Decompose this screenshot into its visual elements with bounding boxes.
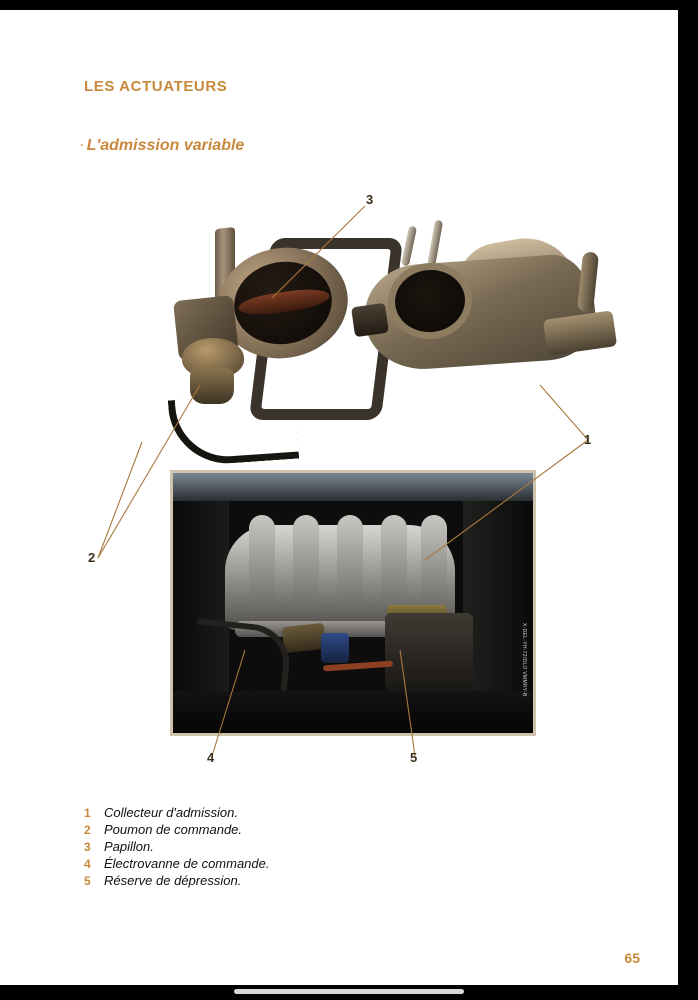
callout-2: 2 [88,550,96,565]
callout-5: 5 [410,750,418,765]
legend-label: Papillon. [104,839,154,854]
document-page [0,10,678,985]
photo-solenoid-valve [282,623,326,653]
bullet-icon: · [80,139,84,152]
legend-label: Collecteur d'admission. [104,805,238,820]
photo-blue-connector [321,633,349,663]
page-right-margin [678,10,698,985]
legend-item [84,822,484,839]
legend-number: 2 [84,823,91,837]
legend-item [84,839,484,856]
legend-number: 1 [84,806,91,820]
subsection-heading [80,137,244,155]
manifold-tube [577,251,599,312]
engine-bay-photo [170,470,536,736]
subsection-label: L'admission variable [86,137,245,154]
manifold-stud-right [427,220,443,269]
legend-item [84,856,484,873]
manifold-clip [351,303,389,337]
legend-item [84,873,484,890]
photo-runner-1 [249,515,275,607]
photo-vacuum-reservoir [385,613,473,691]
callout-1: 1 [584,432,592,447]
figure-admission-variable [60,180,660,780]
page-number: 65 [624,950,640,966]
photo-background-top [173,473,533,501]
photo-credit: X-DEL-YH-72/DLO VMMRY-B [521,623,527,697]
photo-runner-3 [337,515,363,607]
page-title: LES ACTUATEURS [84,78,228,95]
status-bar [0,0,698,10]
photo-background-bottom [173,691,533,733]
photo-runner-2 [293,515,319,607]
manifold-stud-left [401,226,417,267]
photo-runner-5 [421,515,447,607]
vacuum-hose [168,392,299,468]
legend-item [84,805,484,822]
legend-number: 5 [84,874,91,888]
home-indicator[interactable] [234,989,464,994]
legend-number: 4 [84,857,91,871]
callout-3: 3 [366,192,374,207]
legend-label: Électrovanne de commande. [104,856,270,871]
legend-number: 3 [84,840,91,854]
callout-4: 4 [207,750,215,765]
figure-legend [84,805,484,890]
legend-label: Poumon de commande. [104,822,243,837]
photo-runner-4 [381,515,407,607]
intake-manifold-illustration [335,220,635,400]
legend-label: Réserve de dépression. [104,873,242,888]
